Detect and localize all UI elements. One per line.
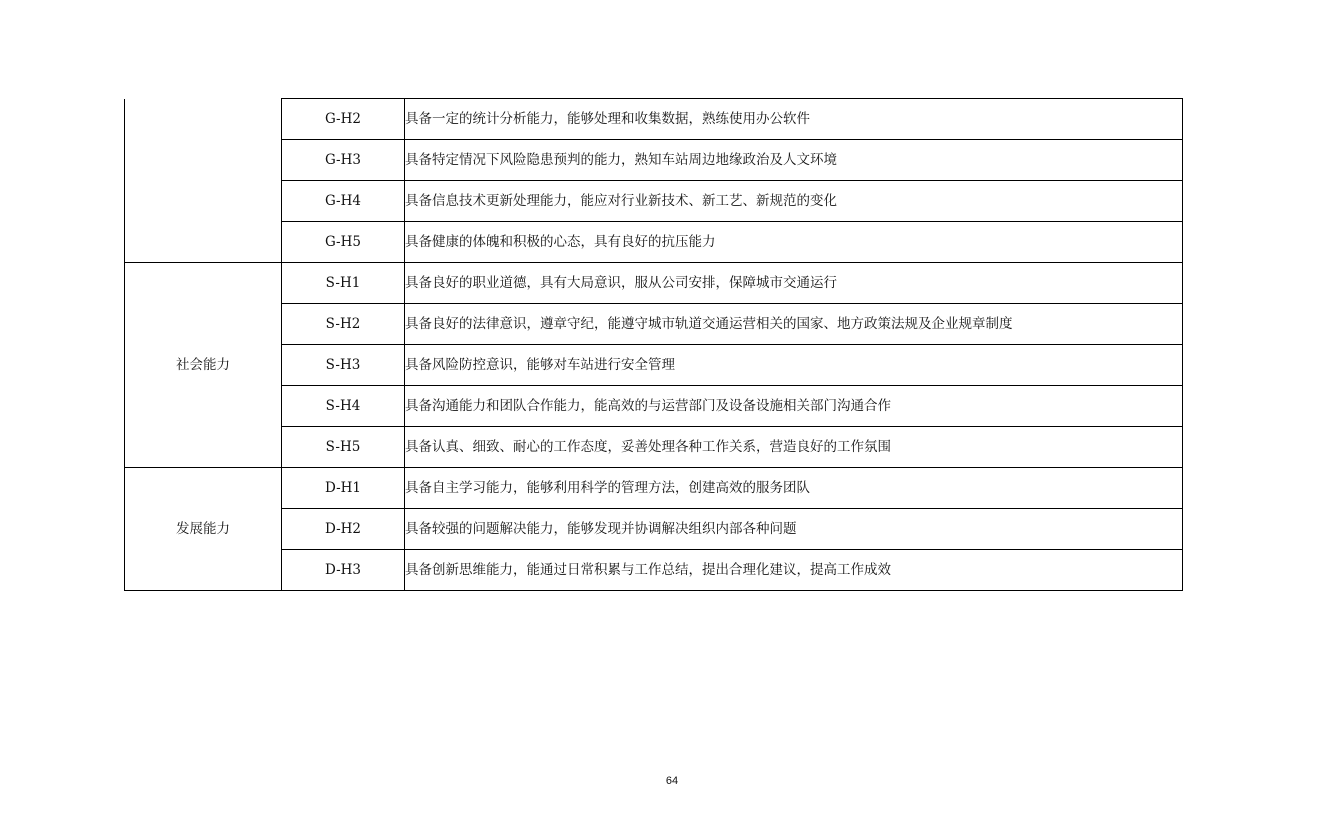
ability-description: 具备风险防控意识，能够对车站进行安全管理 <box>405 345 1183 386</box>
ability-code: D-H2 <box>282 509 405 550</box>
ability-code: S-H1 <box>282 263 405 304</box>
table-row <box>125 345 1183 386</box>
ability-code: D-H3 <box>282 550 405 591</box>
category-cell: 发展能力 <box>125 468 282 591</box>
ability-description: 具备沟通能力和团队合作能力，能高效的与运营部门及设备设施相关部门沟通合作 <box>405 386 1183 427</box>
ability-description: 具备健康的体魄和积极的心态，具有良好的抗压能力 <box>405 222 1183 263</box>
ability-table-body <box>125 99 1183 591</box>
page-number: 64 <box>665 775 679 787</box>
ability-code: G-H5 <box>282 222 405 263</box>
ability-description: 具备信息技术更新处理能力，能应对行业新技术、新工艺、新规范的变化 <box>405 181 1183 222</box>
table-row <box>125 550 1183 591</box>
ability-description: 具备认真、细致、耐心的工作态度，妥善处理各种工作关系，营造良好的工作氛围 <box>405 427 1183 468</box>
ability-description: 具备自主学习能力，能够利用科学的管理方法，创建高效的服务团队 <box>405 468 1183 509</box>
ability-code: G-H4 <box>282 181 405 222</box>
ability-description: 具备创新思维能力，能通过日常积累与工作总结，提出合理化建议，提高工作成效 <box>405 550 1183 591</box>
table-row <box>125 140 1183 181</box>
table-row <box>125 99 1183 140</box>
category-cell: 社会能力 <box>125 263 282 468</box>
ability-code: D-H1 <box>282 468 405 509</box>
ability-code: G-H3 <box>282 140 405 181</box>
ability-description: 具备特定情况下风险隐患预判的能力，熟知车站周边地缘政治及人文环境 <box>405 140 1183 181</box>
table-row <box>125 468 1183 509</box>
table-row <box>125 222 1183 263</box>
ability-description: 具备良好的法律意识，遵章守纪，能遵守城市轨道交通运营相关的国家、地方政策法规及企业规章制度 <box>405 304 1183 345</box>
table-row <box>125 386 1183 427</box>
ability-description: 具备一定的统计分析能力，能够处理和收集数据，熟练使用办公软件 <box>405 99 1183 140</box>
ability-code: S-H2 <box>282 304 405 345</box>
ability-table <box>124 98 1183 591</box>
ability-description: 具备良好的职业道德，具有大局意识，服从公司安排，保障城市交通运行 <box>405 263 1183 304</box>
table-row <box>125 427 1183 468</box>
table-row <box>125 263 1183 304</box>
table-row <box>125 509 1183 550</box>
ability-code: S-H3 <box>282 345 405 386</box>
ability-code: S-H5 <box>282 427 405 468</box>
category-cell <box>125 99 282 263</box>
ability-description: 具备较强的问题解决能力，能够发现并协调解决组织内部各种问题 <box>405 509 1183 550</box>
table-row <box>125 304 1183 345</box>
table-row <box>125 181 1183 222</box>
ability-code: S-H4 <box>282 386 405 427</box>
ability-code: G-H2 <box>282 99 405 140</box>
